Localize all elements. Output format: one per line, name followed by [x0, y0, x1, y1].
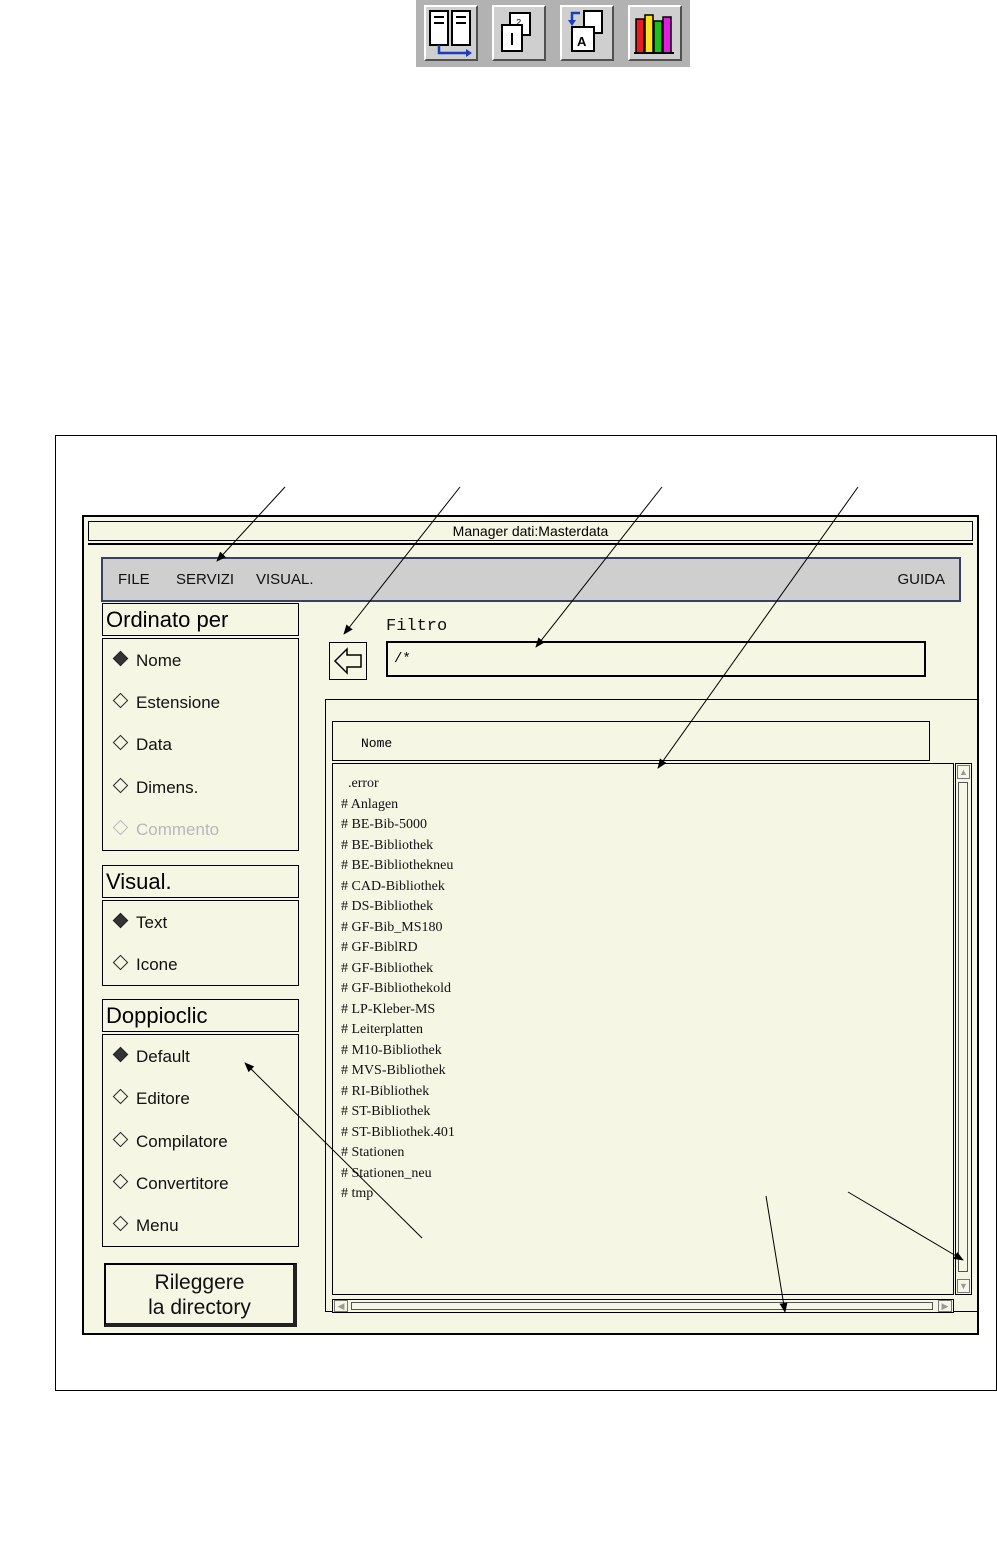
menu-visual[interactable]: VISUAL.	[256, 571, 314, 588]
sort-option-commento: Commento	[111, 819, 219, 841]
list-item[interactable]: # LP-Kleber-MS	[341, 1001, 436, 1017]
list-item[interactable]: # BE-Bibliothek	[341, 837, 434, 853]
reload-label-line1: Rileggere	[154, 1271, 245, 1294]
filter-input[interactable]: /*	[386, 641, 926, 677]
sort-option-dimens[interactable]: Dimens.	[111, 777, 198, 799]
doubleclick-option-convertitore[interactable]: Convertitore	[111, 1173, 229, 1195]
menu-bar	[101, 557, 961, 602]
svg-text:2: 2	[516, 18, 522, 28]
vertical-scrollbar[interactable]	[955, 763, 972, 1295]
list-item[interactable]: # Stationen	[341, 1145, 405, 1160]
radio-icon	[113, 1132, 129, 1148]
radio-icon	[113, 1174, 129, 1190]
file-list[interactable]	[332, 763, 954, 1295]
scroll-up-icon[interactable]: ▲	[957, 765, 970, 779]
title-separator	[88, 543, 973, 545]
reload-directory-button[interactable]	[104, 1263, 297, 1327]
view-panel-title: Visual.	[106, 869, 172, 894]
horizontal-scrollbar-thumb[interactable]	[351, 1302, 933, 1310]
doubleclick-option-compilatore[interactable]: Compilatore	[111, 1131, 228, 1153]
radio-icon	[113, 778, 129, 794]
list-item[interactable]: # Leiterplatten	[341, 1022, 424, 1037]
view-panel-header	[102, 865, 299, 898]
radio-selected-icon	[113, 913, 129, 929]
sort-option-data[interactable]: Data	[111, 734, 172, 756]
sort-panel-title: Ordinato per	[106, 607, 229, 632]
list-item[interactable]: # CAD-Bibliothek	[341, 878, 445, 894]
doubleclick-panel-header	[102, 999, 299, 1032]
books-button[interactable]	[628, 5, 682, 61]
list-item[interactable]: # GF-Bibliothek	[341, 960, 434, 976]
list-item[interactable]: # GF-Bibliothekold	[341, 981, 452, 996]
doubleclick-option-menu[interactable]: Menu	[111, 1215, 179, 1237]
menu-guida[interactable]: GUIDA	[897, 571, 945, 588]
list-item[interactable]: # tmp	[341, 1186, 374, 1201]
dual-pane-icon	[426, 7, 476, 59]
list-item[interactable]: .error	[341, 776, 379, 791]
menu-file[interactable]: FILE	[118, 571, 150, 588]
filter-label: Filtro	[386, 617, 448, 636]
scrollbar-thumb[interactable]	[958, 782, 968, 1272]
file-rows	[341, 774, 455, 1205]
list-item[interactable]: # BE-Bibliothekneu	[341, 858, 454, 873]
radio-icon	[113, 955, 129, 971]
arrow-left-icon	[330, 643, 366, 679]
horizontal-scrollbar[interactable]	[332, 1299, 954, 1313]
dual-pane-button[interactable]	[424, 5, 478, 61]
menu-servizi[interactable]: SERVIZI	[176, 571, 235, 588]
doubleclick-panel	[102, 1034, 299, 1247]
page-button[interactable]	[492, 5, 546, 61]
toolbar	[416, 0, 690, 67]
sort-option-nome[interactable]: Nome	[111, 650, 181, 672]
convert-icon	[562, 7, 612, 59]
view-option-text[interactable]: Text	[111, 912, 167, 934]
list-item[interactable]: # DS-Bibliothek	[341, 899, 434, 914]
list-item[interactable]: # BE-Bib-5000	[341, 817, 427, 832]
app-window	[82, 515, 979, 1335]
list-item[interactable]: # Anlagen	[341, 796, 399, 812]
sort-panel-header	[102, 603, 299, 636]
radio-selected-icon	[113, 1047, 129, 1063]
reload-label-line2: la directory	[148, 1296, 251, 1319]
radio-icon	[113, 1216, 129, 1232]
svg-text:A: A	[577, 34, 587, 49]
radio-icon	[113, 820, 129, 836]
page-icon	[494, 7, 544, 59]
sort-option-estensione[interactable]: Estensione	[111, 692, 220, 714]
convert-button[interactable]	[560, 5, 614, 61]
list-item[interactable]: # ST-Bibliothek	[341, 1104, 431, 1119]
radio-selected-icon	[113, 651, 129, 667]
list-item[interactable]: # ST-Bibliothek.401	[341, 1124, 455, 1140]
column-header-nome[interactable]: Nome	[332, 721, 930, 761]
scroll-left-icon[interactable]: ◀	[334, 1300, 348, 1312]
list-item[interactable]: # RI-Bibliothek	[341, 1083, 430, 1099]
sort-panel	[102, 638, 299, 851]
list-item[interactable]: # MVS-Bibliothek	[341, 1063, 446, 1078]
view-option-icone[interactable]: Icone	[111, 954, 178, 976]
scroll-right-icon[interactable]: ▶	[938, 1300, 952, 1312]
view-panel	[102, 900, 299, 986]
list-item[interactable]: # GF-Bib_MS180	[341, 919, 443, 935]
scroll-down-icon[interactable]: ▼	[957, 1279, 970, 1293]
doubleclick-panel-title: Doppioclic	[106, 1003, 208, 1028]
list-item[interactable]: # GF-BiblRD	[341, 940, 418, 955]
list-item[interactable]: # M10-Bibliothek	[341, 1042, 442, 1058]
doubleclick-option-editore[interactable]: Editore	[111, 1088, 190, 1110]
back-button[interactable]	[329, 642, 367, 680]
radio-icon	[113, 735, 129, 751]
doubleclick-option-default[interactable]: Default	[111, 1046, 190, 1068]
radio-icon	[113, 693, 129, 709]
list-item[interactable]: # Stationen_neu	[341, 1165, 432, 1181]
radio-icon	[113, 1089, 129, 1105]
books-icon	[630, 7, 680, 59]
window-title: Manager dati:Masterdata	[88, 521, 973, 541]
